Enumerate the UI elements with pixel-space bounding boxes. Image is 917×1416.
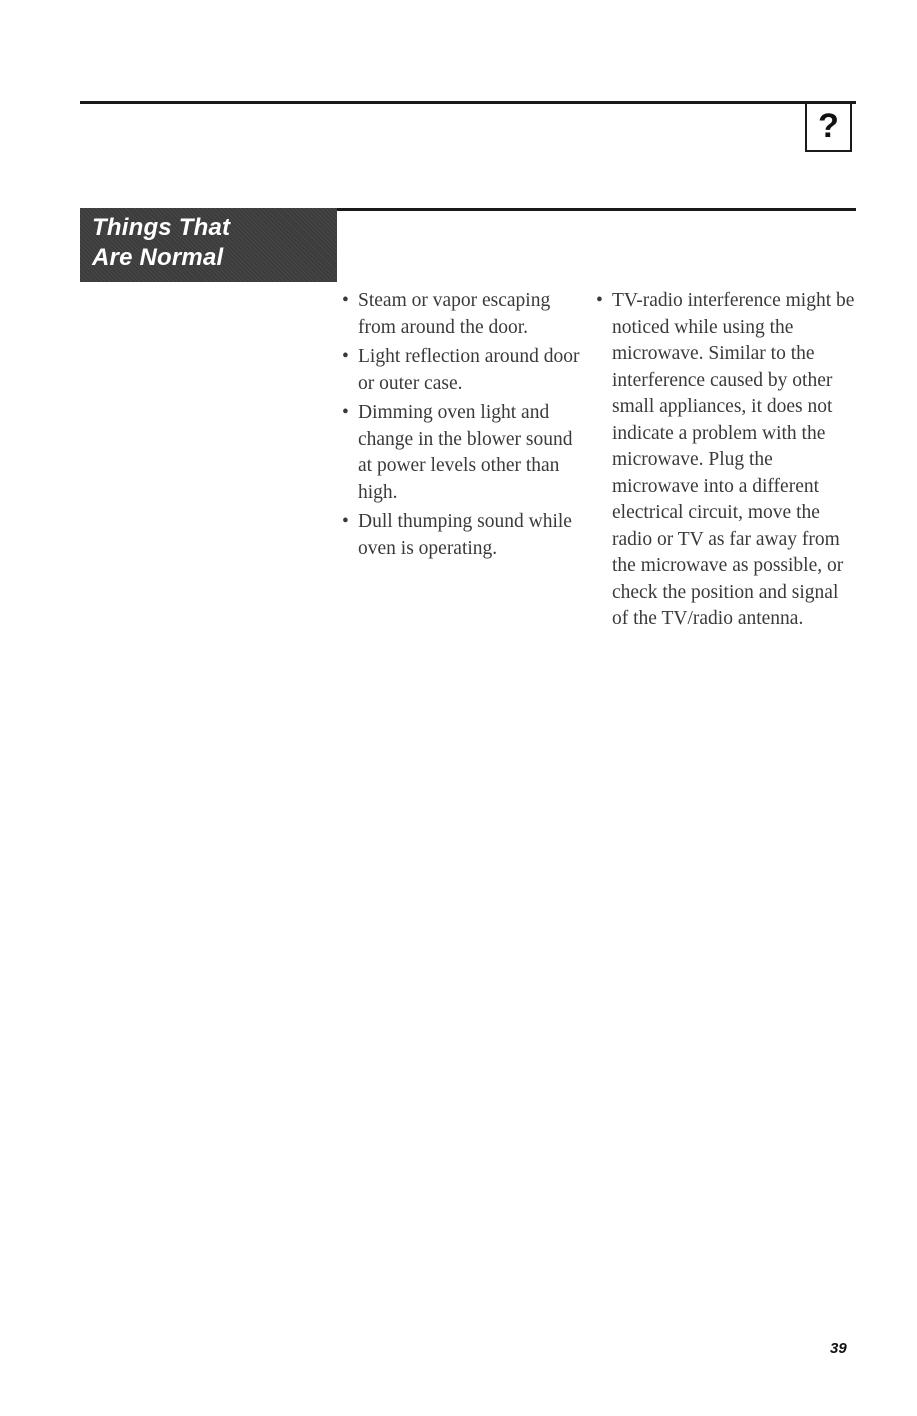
top-rule xyxy=(80,101,856,104)
bullet-icon: • xyxy=(342,290,349,311)
section-title xyxy=(92,213,230,273)
section-title-line-2: Are Normal xyxy=(92,244,224,271)
left-column xyxy=(342,288,582,565)
help-symbol: ? xyxy=(818,107,839,145)
right-column xyxy=(596,288,858,636)
list-item-text: Light reflection around door or outer case. xyxy=(358,346,580,394)
list-item-text: Dull thumping sound while oven is operating. xyxy=(358,511,572,559)
list-item xyxy=(596,288,858,633)
list-item xyxy=(342,288,582,341)
bullet-icon: • xyxy=(342,346,349,367)
list-item-text: TV-radio interference might be noticed while using the microwave. Similar to the interference caused by other small appliances, it does not indicate a problem with the microwave. Plug the microwave into a different electrical circuit, move the radio or TV as far away from the microwave as possible, or check the position and signal of the TV/radio antenna. xyxy=(612,290,855,629)
list-item-text: Dimming oven light and change in the blower sound at power levels other than high. xyxy=(358,402,573,503)
list-item xyxy=(342,400,582,506)
bullet-icon: • xyxy=(342,402,349,423)
bullet-icon: • xyxy=(596,290,603,311)
page-number: 39 xyxy=(830,1340,847,1357)
bullet-icon: • xyxy=(342,511,349,532)
section-title-line-1: Things That xyxy=(92,214,231,241)
list-item xyxy=(342,509,582,562)
list-item xyxy=(342,344,582,397)
help-question-icon xyxy=(805,103,852,152)
list-item-text: Steam or vapor escaping from around the door. xyxy=(358,290,551,338)
